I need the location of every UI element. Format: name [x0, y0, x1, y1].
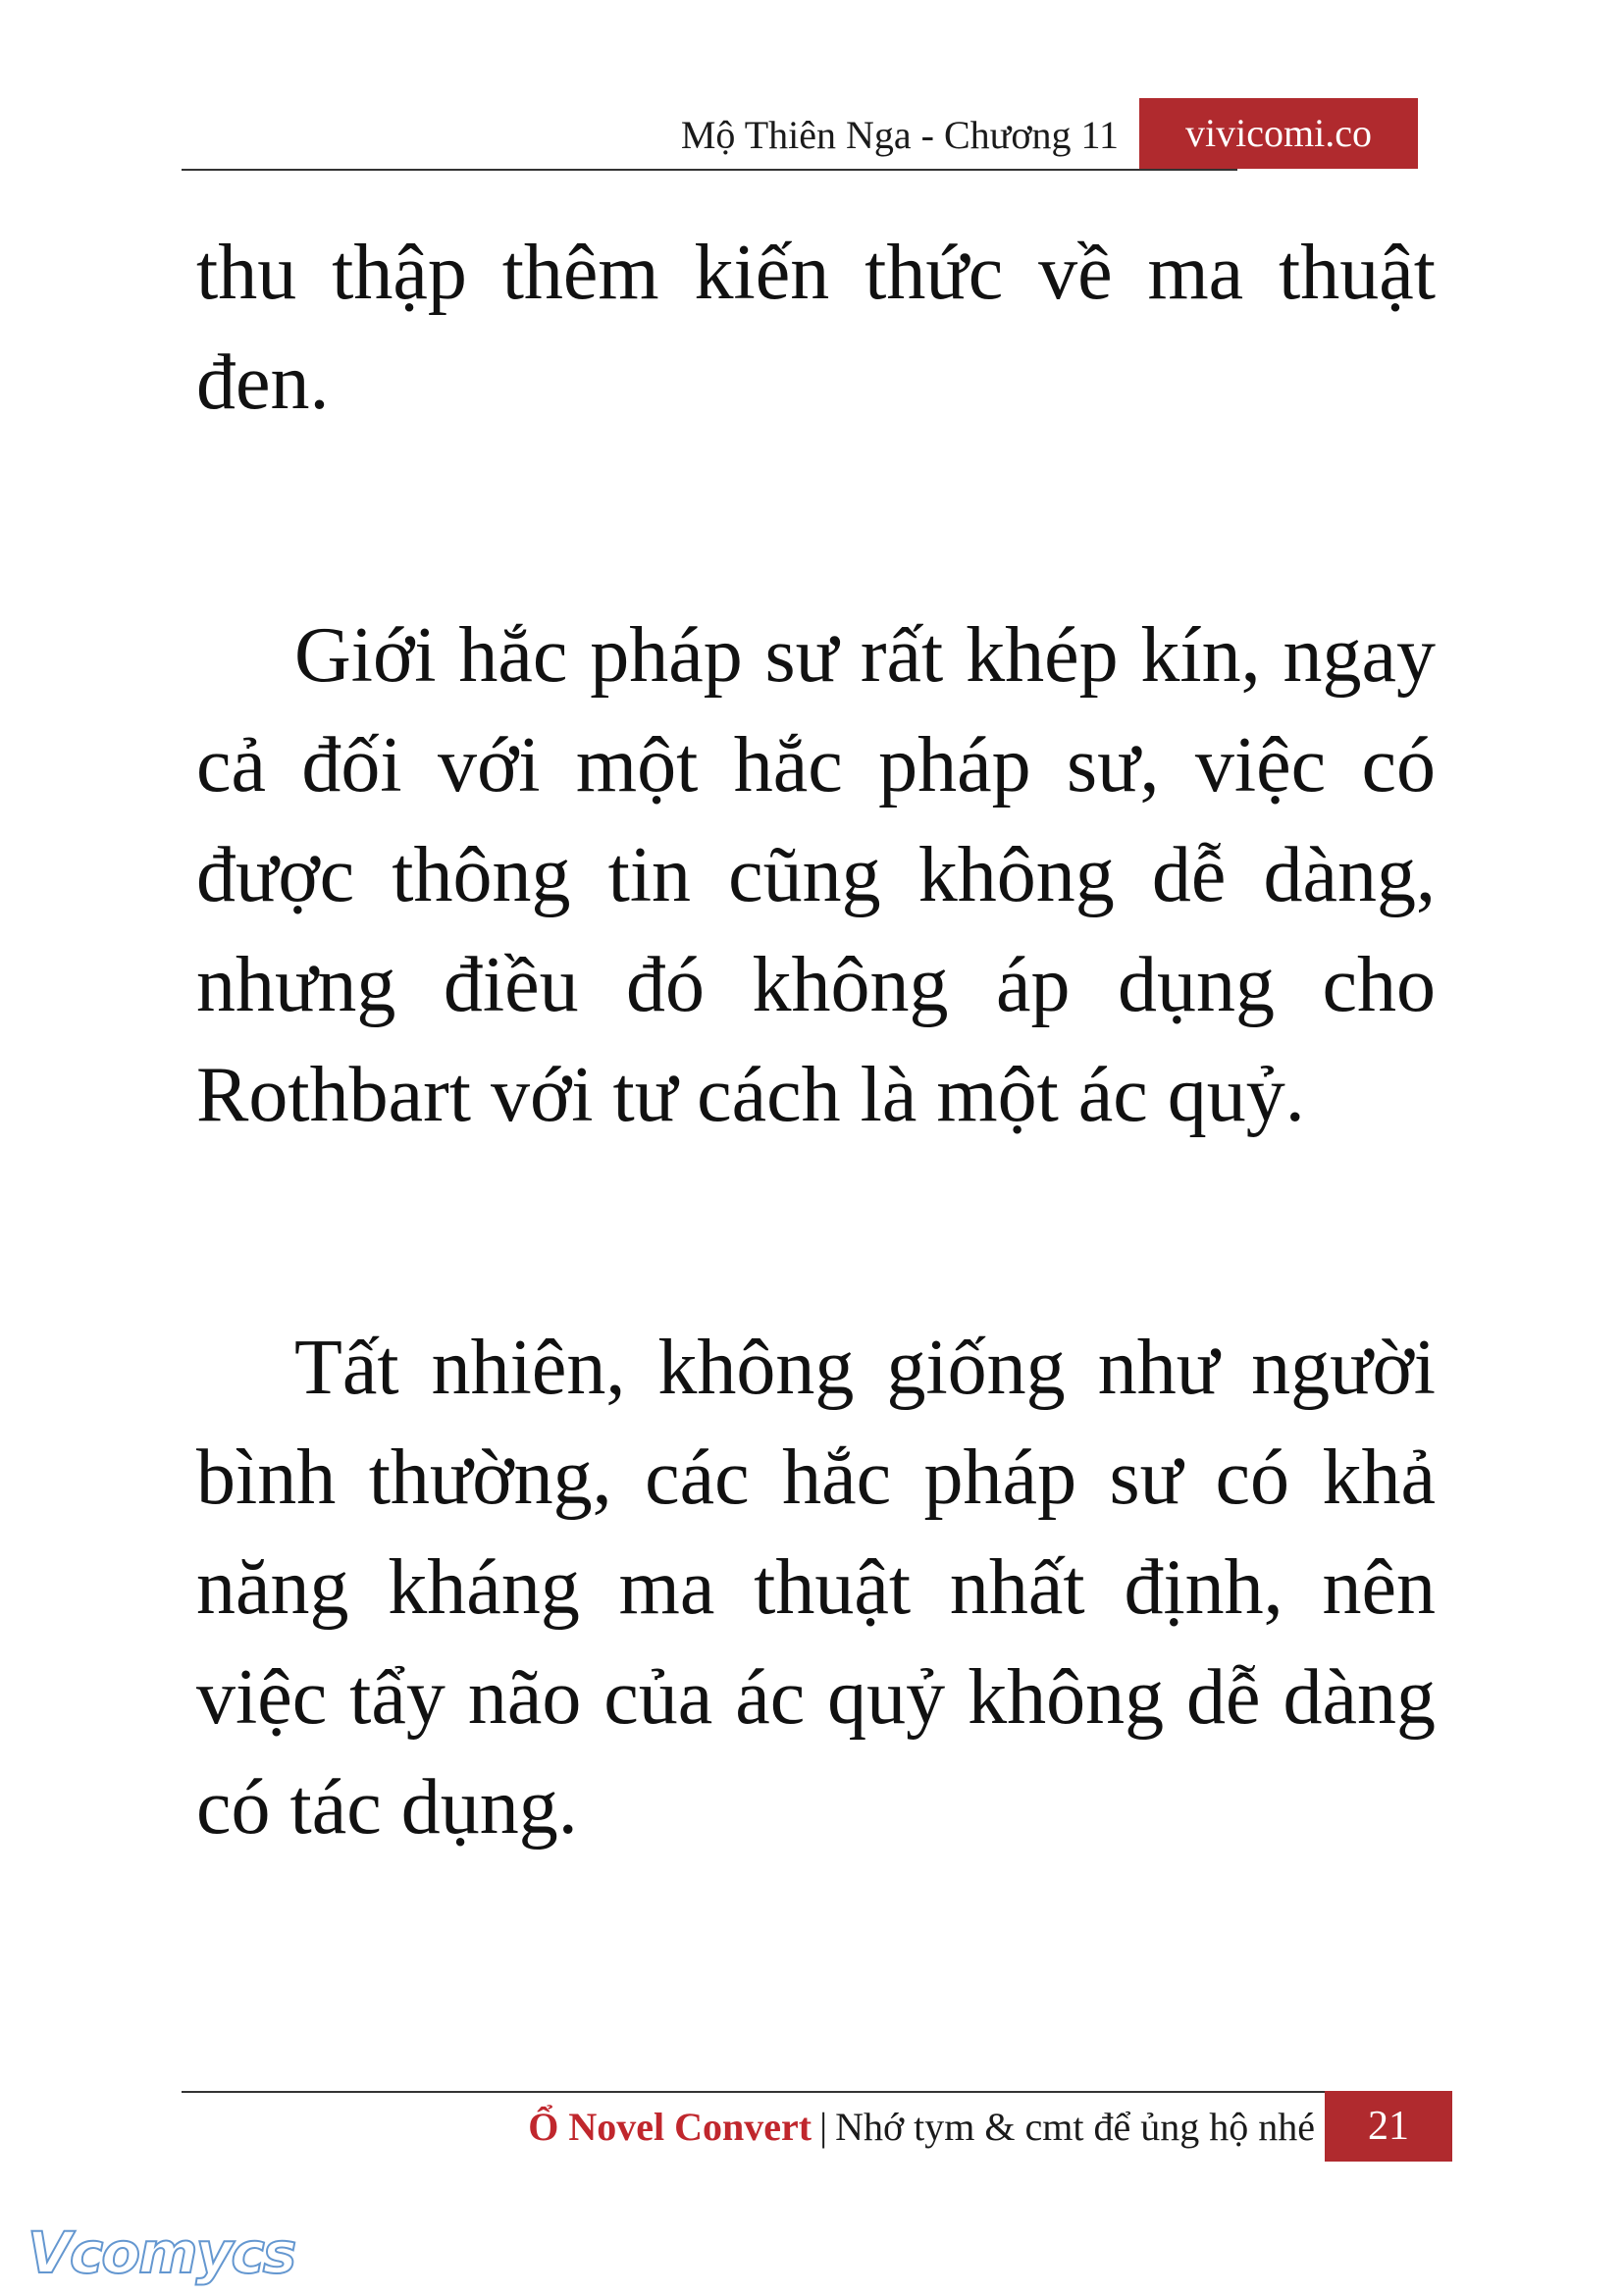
brand-name: Ổ Novel Convert — [528, 2105, 812, 2149]
site-badge: vivicomi.co — [1139, 98, 1418, 169]
footer-separator: | — [819, 2105, 828, 2149]
header-divider — [182, 169, 1237, 171]
page-header — [182, 98, 1418, 169]
page-footer — [182, 2091, 1452, 2162]
paragraph-continuation: thu thập thêm kiến thức về ma thuật đen. — [196, 230, 1436, 426]
footer-credit — [528, 2103, 1315, 2152]
paragraph: Giới hắc pháp sư rất khép kín, ngay cả đối với một hắc pháp sư, việc có được thông tin cũng không dễ dàng, nhưng điều đó không áp dụng cho Rothbart với tư cách là một ác quỷ. — [196, 612, 1436, 1138]
watermark-logo: Vcomycs — [27, 2219, 295, 2286]
page-number: 21 — [1325, 2091, 1452, 2162]
footer-note: Nhớ tym & cmt để ủng hộ nhé — [835, 2105, 1315, 2149]
chapter-title: Mộ Thiên Nga - Chương 11 — [680, 113, 1119, 157]
page-body — [196, 218, 1436, 1862]
paragraph: Tất nhiên, không giống như người bình thường, các hắc pháp sư có khả năng kháng ma thuật nhất định, nên việc tẩy não của ác quỷ không dễ dàng có tác dụng. — [196, 1325, 1436, 1851]
